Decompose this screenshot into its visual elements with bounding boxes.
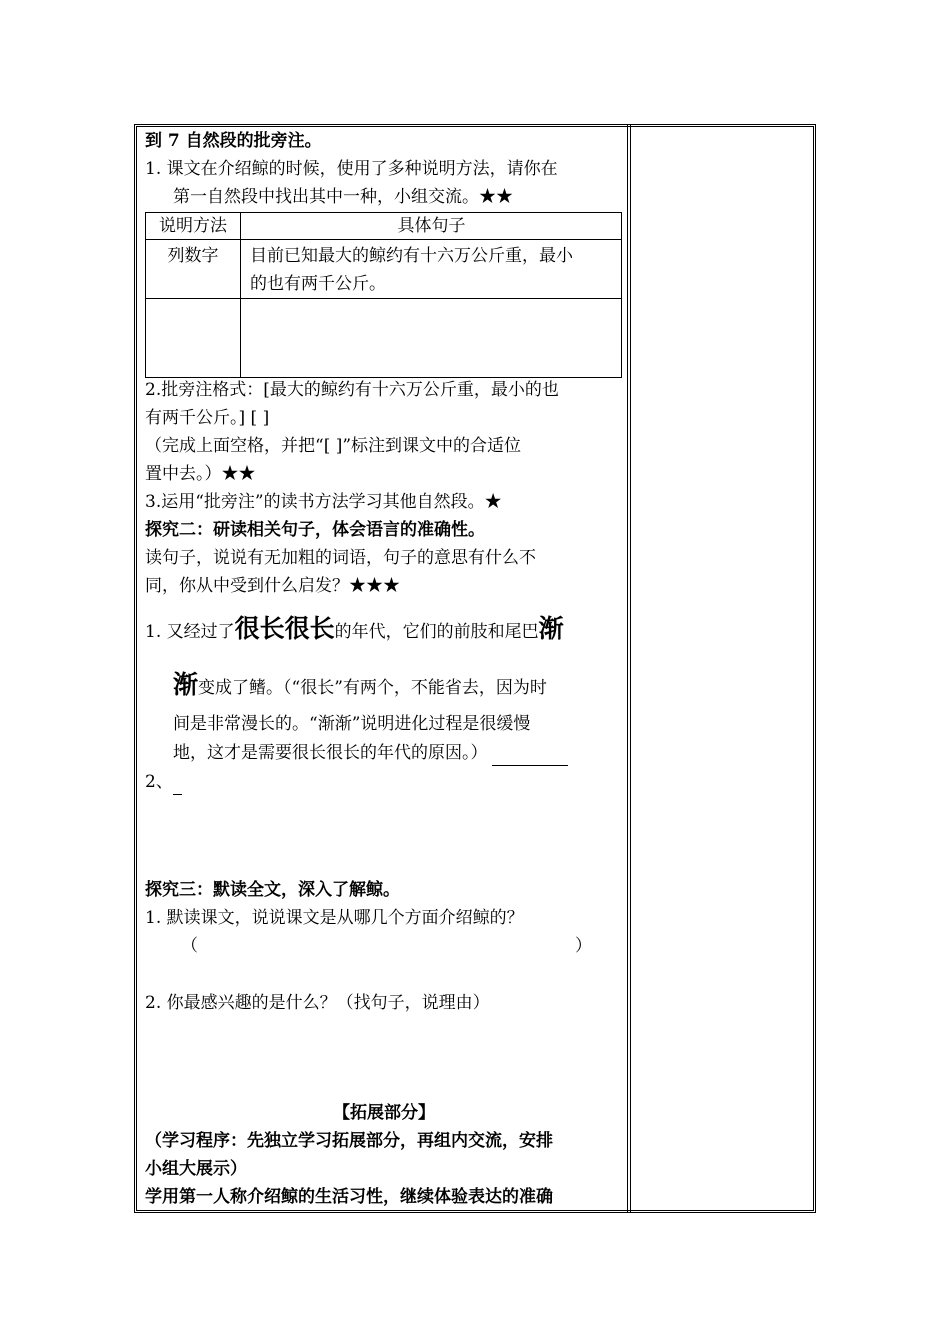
explore2-item1-line1 <box>145 612 564 649</box>
item1-line4-text: 地，这才是需要很长很长的年代的原因。） <box>173 743 488 763</box>
method-table-header-method: 说明方法 <box>159 216 227 236</box>
explore2-item1-line2 <box>173 668 547 705</box>
item1-bold-jian2: 渐 <box>173 670 199 699</box>
method-table-header-divider <box>146 239 621 240</box>
q2-line3: （完成上面空格，并把“[ ]”标注到课文中的合适位 <box>145 436 522 456</box>
explore2-item2 <box>145 769 182 795</box>
item1-mid: 的年代，它们的前肢和尾巴 <box>334 622 539 642</box>
method-table-cell-sentence-line1: 目前已知最大的鲸约有十六万公斤重，最小 <box>250 246 573 266</box>
explore2-intro-line2: 同，你从中受到什么启发？★★★ <box>145 576 400 596</box>
answer-blank-2[interactable] <box>173 774 182 795</box>
explore2-intro-line1: 读句子，说说有无加粗的词语，句子的意思有什么不 <box>145 548 536 568</box>
explore2-title: 探究二：研读相关句子，体会语言的准确性。 <box>145 520 485 540</box>
answer-blank-1[interactable] <box>492 745 568 766</box>
header-line: 到 7 自然段的批旁注。 <box>145 131 322 151</box>
method-table-header-sentence: 具体句子 <box>397 216 466 236</box>
item1-bold-henchang: 很长很长 <box>234 614 335 643</box>
method-table-cell-method: 列数字 <box>167 246 219 266</box>
extension-task: 学用第一人称介绍鲸的生活习性，继续体验表达的准确 <box>145 1187 553 1207</box>
method-table-row-divider <box>146 298 621 299</box>
method-table <box>145 212 622 378</box>
extension-note-line2: 小组大展示） <box>145 1159 247 1179</box>
explore3-title: 探究三：默读全文，深入了解鲸。 <box>145 880 400 900</box>
q3-line: 3.运用“批旁注”的读书方法学习其他自然段。★ <box>145 492 502 512</box>
extension-note-line1: （学习程序：先独立学习拓展部分，再组内交流，安排 <box>145 1131 553 1151</box>
explore3-paren-open: （ <box>181 936 198 956</box>
explore2-item1-line4 <box>173 740 568 766</box>
q1-line1: 1. 课文在介绍鲸的时候，使用了多种说明方法，请你在 <box>145 159 558 179</box>
extension-title: 【拓展部分】 <box>333 1103 435 1123</box>
method-table-cell-sentence-line2: 的也有两千公斤。 <box>250 274 386 294</box>
q1-line2: 第一自然段中找出其中一种，小组交流。★★ <box>173 187 513 207</box>
explore3-q2: 2. 你最感兴趣的是什么？（找句子，说理由） <box>145 993 490 1013</box>
q2-line4: 置中去。）★★ <box>145 464 256 484</box>
column-divider <box>627 124 631 1213</box>
item2-label: 2、 <box>145 772 173 792</box>
explore3-q1: 1. 默读课文，说说课文是从哪几个方面介绍鲸的？ <box>145 908 524 928</box>
q2-line2: 有两千公斤。] [ ] <box>145 408 270 428</box>
explore2-item1-line3: 间是非常漫长的。“渐渐”说明进化过程是很缓慢 <box>173 714 531 734</box>
explore3-paren-close: ） <box>575 936 592 956</box>
item1-prefix: 1. 又经过了 <box>145 622 235 642</box>
item1-bold-jian1: 渐 <box>538 614 564 643</box>
item1-rest: 变成了鳍。（“很长”有两个，不能省去，因为时 <box>198 678 547 698</box>
q2-line1: 2.批旁注格式：[最大的鲸约有十六万公斤重，最小的也 <box>145 380 559 400</box>
